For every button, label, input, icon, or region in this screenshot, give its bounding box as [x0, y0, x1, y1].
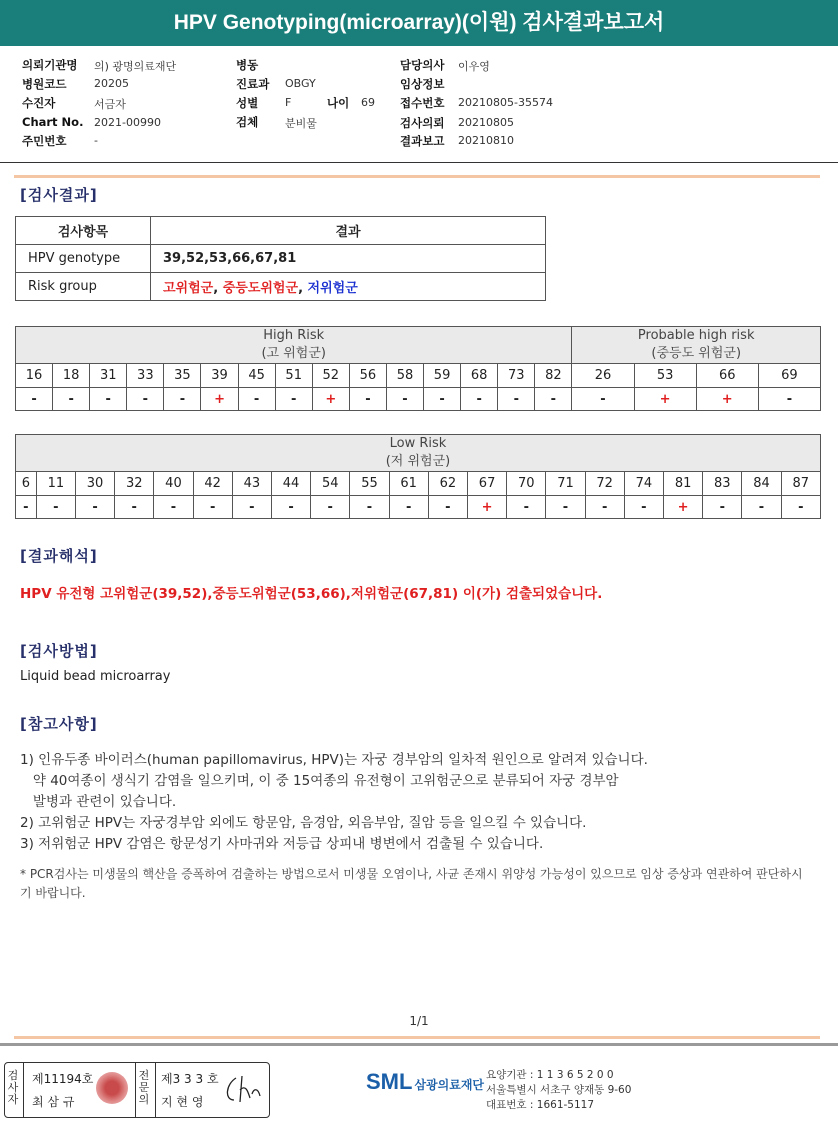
- high-risk-subtitle: (고 위험군): [261, 346, 326, 361]
- result-cell: -: [349, 388, 386, 411]
- specialist-name: 지 현 영: [161, 1095, 204, 1109]
- result-cell: +: [201, 388, 238, 411]
- result-cell: -: [389, 496, 428, 519]
- report-value: 20210810: [458, 134, 514, 147]
- type-cell: 11: [36, 472, 75, 496]
- request-label: 검사의뢰: [400, 116, 445, 130]
- company-address: 서울특별시 서초구 양재동 9-60: [486, 1084, 632, 1096]
- type-cell: 26: [572, 364, 634, 388]
- result-cell: -: [498, 388, 535, 411]
- specialist-no: 제3 3 3 호: [161, 1072, 219, 1086]
- hospital-code-label: 병원코드: [22, 77, 67, 91]
- result-section-title: [검사결과]: [20, 186, 98, 204]
- result-cell: -: [311, 496, 350, 519]
- type-cell: 31: [90, 364, 127, 388]
- orange-divider-bottom: [14, 1036, 820, 1039]
- low-risk-table: [15, 434, 821, 519]
- sex-label: 성별: [236, 96, 259, 110]
- type-cell: 72: [585, 472, 624, 496]
- col-result-header: 결과: [151, 217, 546, 245]
- risk-high: 고위험군: [163, 281, 214, 296]
- result-cell: -: [164, 388, 201, 411]
- interpretation-section-title: [결과해석]: [20, 547, 98, 565]
- result-cell: -: [271, 496, 310, 519]
- result-cell: +: [467, 496, 506, 519]
- company-logo: [366, 1069, 484, 1095]
- footer-divider: [0, 1043, 838, 1046]
- type-cell: 82: [535, 364, 572, 388]
- probable-risk-header: [572, 327, 821, 364]
- genotype-value: 39,52,53,66,67,81: [151, 245, 546, 273]
- type-cell: 62: [428, 472, 467, 496]
- type-cell: 70: [507, 472, 546, 496]
- result-cell: -: [75, 496, 114, 519]
- result-cell: -: [53, 388, 90, 411]
- probable-risk-subtitle: (중등도 위험군): [651, 346, 742, 361]
- result-cell: -: [16, 388, 53, 411]
- result-cell: -: [758, 388, 820, 411]
- low-risk-subtitle: (저 위험군): [385, 454, 451, 469]
- official-seal: [96, 1072, 128, 1104]
- specialist-label: 전문의: [138, 1069, 150, 1106]
- result-cell: +: [634, 388, 696, 411]
- result-cell: -: [572, 388, 634, 411]
- result-cell: -: [546, 496, 585, 519]
- company-name: 삼광의료재단: [414, 1078, 485, 1092]
- method-section-title: [검사방법]: [20, 642, 98, 660]
- request-value: 20210805: [458, 116, 514, 129]
- result-cell: -: [238, 388, 275, 411]
- header-divider: [0, 162, 838, 163]
- result-cell: -: [507, 496, 546, 519]
- note-line: 2) 고위험군 HPV는 자궁경부암 외에도 항문암, 음경암, 외음부암, 질암 등을 일으킬 수 있습니다.: [20, 815, 587, 831]
- type-cell: 40: [154, 472, 193, 496]
- notes-section-title: [참고사항]: [20, 715, 98, 733]
- specimen-label: 검체: [236, 115, 259, 129]
- patient-value: 서금자: [94, 98, 126, 111]
- orange-divider-top: [14, 175, 820, 178]
- risk-low: 저위험군: [307, 281, 358, 296]
- genotype-label: HPV genotype: [16, 245, 151, 273]
- result-cell: -: [90, 388, 127, 411]
- result-cell: +: [663, 496, 702, 519]
- age-label: 나이: [327, 96, 350, 110]
- examiner-no: 제11194호: [32, 1072, 94, 1086]
- care-number: 요양기관 : 1 1 3 6 5 2 0 0: [486, 1069, 614, 1081]
- result-cell: -: [386, 388, 423, 411]
- risk-group-value: [151, 273, 546, 301]
- result-cell: -: [428, 496, 467, 519]
- type-cell: 59: [424, 364, 461, 388]
- type-cell: 61: [389, 472, 428, 496]
- risk-sep: ,: [213, 281, 223, 296]
- type-cell: 43: [232, 472, 271, 496]
- risk-mid: 중등도위험군: [222, 281, 299, 296]
- type-cell: 39: [201, 364, 238, 388]
- type-cell: 58: [386, 364, 423, 388]
- type-cell: 33: [127, 364, 164, 388]
- type-cell: 32: [115, 472, 154, 496]
- result-cell: -: [154, 496, 193, 519]
- result-cell: -: [781, 496, 820, 519]
- accession-value: 20210805-35574: [458, 96, 553, 109]
- dept-value: OBGY: [285, 77, 316, 90]
- patient-label: 수진자: [22, 96, 56, 110]
- type-cell: 55: [350, 472, 389, 496]
- type-cell: 52: [312, 364, 349, 388]
- institution-value: 의) 광명의료재단: [94, 60, 177, 73]
- report-title: HPV Genotyping(microarray)(이원) 검사결과보고서: [173, 11, 665, 34]
- type-cell: 66: [696, 364, 758, 388]
- result-cell: -: [624, 496, 663, 519]
- type-cell: 87: [781, 472, 820, 496]
- accession-label: 접수번호: [400, 96, 445, 110]
- doctor-label: 담당의사: [400, 58, 445, 72]
- result-table: [15, 216, 546, 301]
- result-cell: -: [16, 496, 37, 519]
- type-cell: 81: [663, 472, 702, 496]
- type-cell: 67: [467, 472, 506, 496]
- type-cell: 68: [461, 364, 498, 388]
- type-cell: 18: [53, 364, 90, 388]
- type-cell: 35: [164, 364, 201, 388]
- hospital-code-value: 20205: [94, 77, 129, 90]
- result-cell: -: [742, 496, 781, 519]
- result-cell: -: [36, 496, 75, 519]
- type-cell: 71: [546, 472, 585, 496]
- result-cell: -: [350, 496, 389, 519]
- result-cell: -: [193, 496, 232, 519]
- result-cell: -: [275, 388, 312, 411]
- note-line: 발병과 관련이 있습니다.: [20, 794, 177, 810]
- examiner-label: 검사자: [7, 1069, 19, 1106]
- specimen-value: 분비물: [285, 117, 317, 130]
- page-number: 1/1: [409, 1014, 429, 1028]
- result-cell: -: [232, 496, 271, 519]
- company-phone: 대표번호 : 1661-5117: [486, 1099, 595, 1111]
- type-cell: 45: [238, 364, 275, 388]
- note-line: 약 40여종이 생식기 감염을 일으키며, 이 중 15여종의 유전형이 고위험군으로 분류되어 자궁 경부암: [20, 773, 619, 789]
- result-cell: +: [696, 388, 758, 411]
- type-cell: 6: [16, 472, 37, 496]
- ward-label: 병동: [236, 58, 259, 72]
- risk-group-label: Risk group: [16, 273, 151, 301]
- examiner-name: 최 삼 규: [32, 1095, 75, 1109]
- high-risk-header: [16, 327, 572, 364]
- result-cell: -: [585, 496, 624, 519]
- note-line: 1) 인유두종 바이러스(human papillomavirus, HPV)는 자궁 경부암의 일차적 원인으로 알려져 있습니다.: [20, 752, 648, 768]
- result-cell: -: [461, 388, 498, 411]
- type-cell: 69: [758, 364, 820, 388]
- type-cell: 53: [634, 364, 696, 388]
- result-cell: -: [424, 388, 461, 411]
- low-risk-header: [16, 435, 821, 472]
- id-value: -: [94, 134, 98, 147]
- type-cell: 84: [742, 472, 781, 496]
- method-text: Liquid bead microarray: [20, 669, 171, 684]
- box-divider: [23, 1063, 24, 1117]
- institution-label: 의뢰기관명: [22, 58, 78, 72]
- type-cell: 44: [271, 472, 310, 496]
- result-cell: -: [703, 496, 742, 519]
- note-line: 3) 저위험군 HPV 감염은 항문성기 사마귀와 저등급 상피내 병변에서 검출될 수 있습니다.: [20, 836, 544, 852]
- chart-value: 2021-00990: [94, 116, 161, 129]
- chart-label: Chart No.: [22, 115, 84, 129]
- sex-value: F: [285, 96, 292, 109]
- notes-list: [20, 750, 648, 855]
- report-label: 결과보고: [400, 134, 445, 148]
- footnote: * PCR검사는 미생물의 핵산을 증폭하여 검출하는 방법으로서 미생물 오염이나, 사균 존재시 위양성 가능성이 있으므로 임상 증상과 연관하여 판단하시기 바랍니다.: [20, 867, 803, 900]
- result-cell: -: [115, 496, 154, 519]
- box-divider: [135, 1063, 136, 1117]
- type-cell: 83: [703, 472, 742, 496]
- risk-sep: ,: [298, 281, 308, 296]
- result-cell: +: [312, 388, 349, 411]
- type-cell: 42: [193, 472, 232, 496]
- doctor-value: 이우영: [458, 60, 490, 73]
- type-cell: 73: [498, 364, 535, 388]
- id-label: 주민번호: [22, 134, 67, 148]
- low-risk-title: Low Risk: [389, 436, 447, 451]
- probable-risk-title: Probable high risk: [637, 328, 755, 343]
- col-item-header: 검사항목: [16, 217, 151, 245]
- age-value: 69: [361, 96, 375, 109]
- type-cell: 51: [275, 364, 312, 388]
- signature-mark: [222, 1072, 262, 1106]
- box-divider: [155, 1063, 156, 1117]
- type-cell: 30: [75, 472, 114, 496]
- dept-label: 진료과: [236, 77, 270, 91]
- interpretation-text: HPV 유전형 고위험군(39,52),중등도위험군(53,66),저위험군(67,81) 이(가) 검출되었습니다.: [20, 586, 603, 602]
- result-cell: -: [127, 388, 164, 411]
- clinical-label: 임상정보: [400, 77, 445, 91]
- type-cell: 54: [311, 472, 350, 496]
- high-risk-table: [15, 326, 821, 411]
- result-cell: -: [535, 388, 572, 411]
- type-cell: 16: [16, 364, 53, 388]
- sml-logo-text: SML: [366, 1069, 413, 1094]
- type-cell: 74: [624, 472, 663, 496]
- high-risk-title: High Risk: [263, 328, 325, 343]
- company-contact: [486, 1068, 631, 1113]
- type-cell: 56: [349, 364, 386, 388]
